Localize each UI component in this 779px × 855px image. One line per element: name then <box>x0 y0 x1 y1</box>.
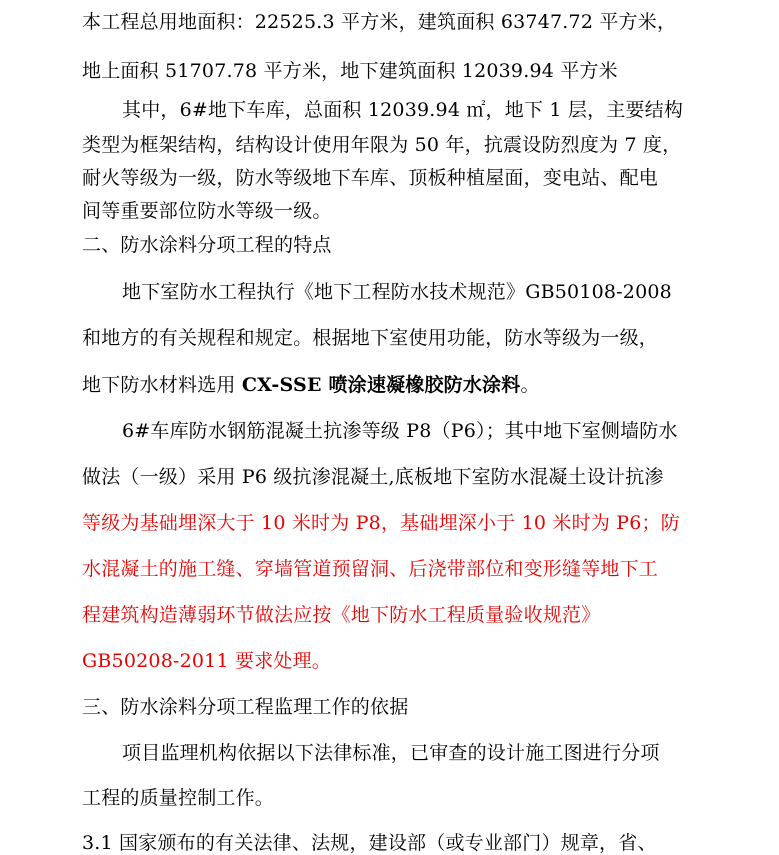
text-line <box>82 831 657 855</box>
highlighted-text-line <box>82 649 331 673</box>
text-run: 地上面积 51707.78 平方米，地下建筑面积 12039.94 平方米 <box>82 60 618 82</box>
text-run: 6#车库防水钢筋混凝土抗渗等级 P8（P6）；其中地下室侧墙防水 <box>122 420 678 442</box>
text-run: 耐火等级为一级，防水等级地下车库、顶板种植屋面，变电站、配电 <box>82 167 659 189</box>
text-line <box>82 59 618 83</box>
text-run: GB50208-2011 要求处理。 <box>82 650 331 672</box>
text-run: 工程的质量控制工作。 <box>82 787 275 809</box>
text-run: 项目监理机构依据以下法律标准，已审查的设计施工图进行分项 <box>122 742 660 764</box>
text-run: 。 <box>520 374 540 396</box>
text-run: 其中，6#地下车库，总面积 12039.94 ㎡，地下 1 层，主要结构 <box>122 99 684 121</box>
text-line <box>82 10 676 34</box>
section-heading <box>82 695 408 719</box>
text-line <box>82 373 540 397</box>
text-line <box>82 465 664 489</box>
highlighted-text-line <box>82 511 680 535</box>
text-line <box>122 741 660 765</box>
text-run: 地下室防水工程执行《地下工程防水技术规范》GB50108-2008 <box>122 281 672 303</box>
highlighted-text-line <box>82 557 658 581</box>
text-run: 间等重要部位防水等级一级。 <box>82 200 332 222</box>
text-run: 水混凝土的施工缝、穿墙管道预留洞、后浇带部位和变形缝等地下工 <box>82 558 659 580</box>
text-run: 等级为基础埋深大于 10 米时为 P8，基础埋深小于 10 米时为 P6；防 <box>82 512 680 534</box>
section-heading <box>82 233 332 257</box>
text-run: 3.1 国家颁布的有关法律、法规，建设部（或专业部门）规章，省、 <box>82 832 657 854</box>
text-line <box>82 133 681 157</box>
text-run: 程建筑构造薄弱环节做法应按《地下防水工程质量验收规范》 <box>82 604 601 626</box>
text-run: 三、防水涂料分项工程监理工作的依据 <box>82 696 409 718</box>
text-line <box>82 326 658 350</box>
material-name: CX-SSE 喷涂速凝橡胶防水涂料 <box>241 374 521 396</box>
text-line <box>122 280 672 304</box>
text-line <box>122 98 683 122</box>
text-run: 和地方的有关规程和规定。根据地下室使用功能，防水等级为一级， <box>82 327 659 349</box>
text-run: 二、防水涂料分项工程的特点 <box>82 234 332 256</box>
text-run: 做法（一级）采用 P6 级抗渗混凝土,底板地下室防水混凝土设计抗渗 <box>82 466 664 488</box>
text-line <box>82 166 658 190</box>
text-line <box>82 786 274 810</box>
text-line <box>82 199 332 223</box>
text-run: 本工程总用地面积：22525.3 平方米，建筑面积 63747.72 平方米， <box>82 11 677 33</box>
text-run: 地下防水材料选用 <box>82 374 242 396</box>
highlighted-text-line <box>82 603 600 627</box>
text-line <box>122 419 678 443</box>
text-run: 类型为框架结构，结构设计使用年限为 50 年，抗震设防烈度为 7 度， <box>82 134 682 156</box>
